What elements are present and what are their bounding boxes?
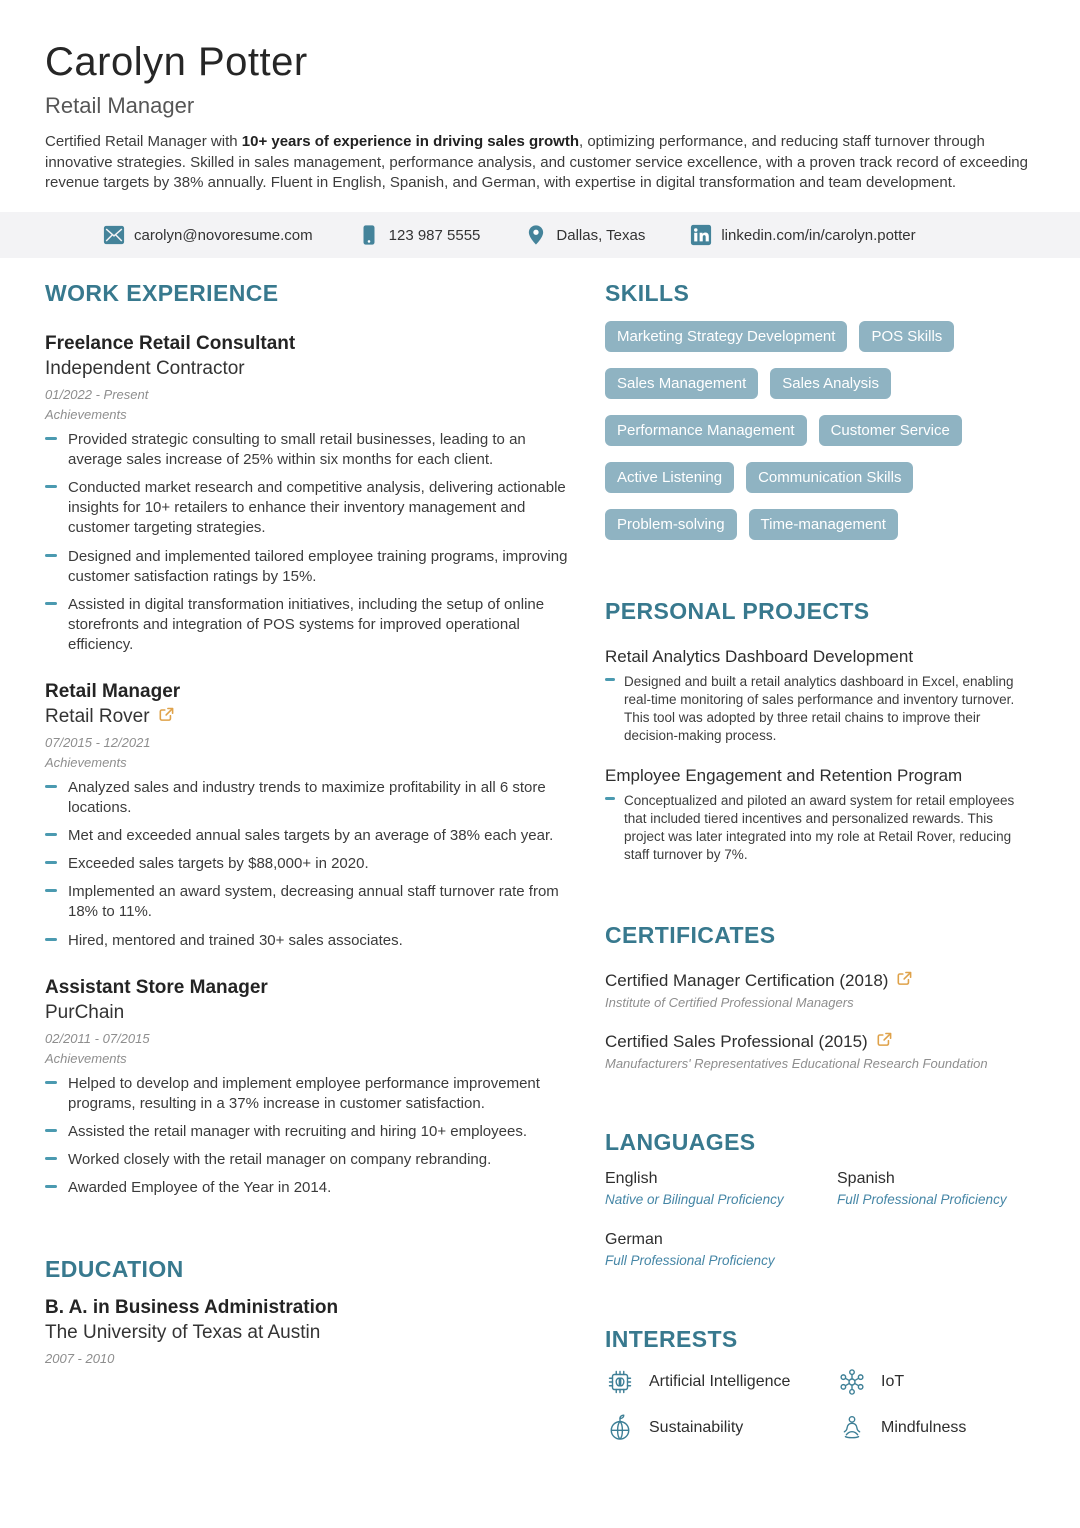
job-entry: [45, 977, 570, 1198]
skill-chip: Time-management: [749, 509, 898, 540]
language-level: Full Professional Proficiency: [837, 1191, 1007, 1207]
ai-chip-icon: [605, 1367, 635, 1397]
language-entry: [837, 1170, 1035, 1207]
education-heading: EDUCATION: [45, 1256, 184, 1283]
location-icon: [525, 224, 547, 246]
external-link-icon[interactable]: [159, 707, 174, 727]
job-dates: 07/2015 - 12/2021: [45, 735, 151, 750]
contact-phone-value: 123 987 5555: [388, 226, 481, 244]
languages-heading: LANGUAGES: [605, 1128, 756, 1155]
sustainability-globe-icon: [605, 1413, 635, 1443]
skill-chip: Sales Analysis: [770, 368, 891, 399]
work-experience-heading: WORK EXPERIENCE: [45, 280, 279, 307]
job-bullet: [45, 478, 570, 538]
dash-bullet-icon: [45, 485, 57, 488]
job-bullet: [45, 854, 570, 874]
achievements-label: Achievements: [45, 407, 127, 423]
job-dates: 02/2011 - 07/2015: [45, 1030, 150, 1046]
interest-label: Mindfulness: [881, 1418, 967, 1436]
job-company: Retail Rover: [45, 706, 150, 727]
dash-bullet-icon: [45, 889, 57, 892]
project-title: Retail Analytics Dashboard Development: [605, 647, 914, 667]
job-bullet-text: Hired, mentored and trained 30+ sales associates.: [68, 931, 403, 949]
job-bullet-text: Designed and implemented tailored employee training programs, improving customer satisfaction ratings by 15%.: [68, 547, 568, 585]
skill-chip: Communication Skills: [746, 462, 913, 493]
skills-chip-list: [605, 321, 1035, 540]
language-name: Spanish: [837, 1169, 895, 1187]
person-name: Carolyn Potter: [45, 40, 308, 84]
job-bullet-text: Analyzed sales and industry trends to maximize profitability in all 6 store locations.: [68, 779, 546, 817]
dash-bullet-icon: [45, 1185, 57, 1188]
certificate-entry: [605, 971, 1035, 1010]
job-bullet-text: Assisted in digital transformation initiatives, including the setup of online storefronts and integration of POS systems for improved operational efficiency.: [68, 595, 545, 653]
skill-chip: Customer Service: [819, 415, 962, 446]
achievements-label: Achievements: [45, 755, 127, 770]
dash-bullet-icon: [45, 861, 57, 864]
person-job-title: Retail Manager: [45, 93, 195, 118]
job-bullet: [45, 778, 570, 818]
interest-label: Sustainability: [649, 1418, 744, 1436]
mail-icon: [103, 224, 125, 246]
project-bullet: [605, 673, 1035, 744]
job-bullet-text: Worked closely with the retail manager on company rebranding.: [68, 1150, 492, 1168]
dash-bullet-icon: [605, 797, 615, 800]
contact-bar: [0, 212, 1080, 258]
education-dates: 2007 - 2010: [45, 1351, 115, 1367]
job-bullet: [45, 430, 570, 470]
job-bullet: [45, 882, 570, 922]
columns: [0, 280, 1080, 1443]
dash-bullet-icon: [45, 785, 57, 788]
dash-bullet-icon: [45, 602, 57, 605]
contact-email-value: carolyn@novoresume.com: [134, 226, 313, 244]
summary-paragraph: [45, 132, 1035, 194]
job-bullet-text: Implemented an award system, decreasing annual staff turnover rate from 18% to 11%.: [68, 883, 559, 921]
job-title: Freelance Retail Consultant: [45, 333, 296, 355]
job-dates: 01/2022 - Present: [45, 387, 149, 403]
interest-item: [605, 1413, 837, 1443]
interest-label: Artificial Intelligence: [649, 1372, 791, 1390]
job-company: Independent Contractor: [45, 358, 245, 380]
summary-post: , optimizing performance, and reducing staff turnover through innovative strategies. Skilled in sales management, performance analysis, and customer service excellence, with a proven track record of exceeding revenue targets by 38% annually. Fluent in English, Spanish, and German, with expertise in digital transformation and team development.: [45, 133, 1028, 192]
interest-item: [837, 1413, 1035, 1443]
contact-email[interactable]: [103, 224, 313, 246]
external-link-icon[interactable]: [897, 971, 912, 991]
interest-label: IoT: [881, 1372, 905, 1390]
job-entry: [45, 681, 570, 951]
skill-chip: Problem-solving: [605, 509, 737, 540]
certificate-entry: [605, 1032, 1035, 1071]
interests-grid: [605, 1367, 1035, 1443]
dash-bullet-icon: [45, 554, 57, 557]
left-column: [45, 280, 570, 1443]
contact-location-value: Dallas, Texas: [556, 226, 646, 244]
job-bullet-text: Conducted market research and competitive analysis, delivering actionable insights for 10+ retailers to enhance their inventory management and customer targeting strategies.: [68, 479, 566, 537]
job-title: Retail Manager: [45, 681, 181, 702]
languages-section: [605, 1129, 1035, 1268]
skill-chip: Performance Management: [605, 415, 807, 446]
summary-bold: 10+ years of experience in driving sales growth: [241, 133, 579, 150]
linkedin-icon: [690, 224, 712, 246]
contact-location: [525, 224, 645, 246]
project-bullet: [605, 792, 1035, 863]
project-title: Employee Engagement and Retention Program: [605, 766, 963, 786]
job-entry: [45, 333, 570, 655]
language-level: Native or Bilingual Proficiency: [605, 1191, 784, 1207]
skill-chip: Sales Management: [605, 368, 758, 399]
languages-grid: [605, 1170, 1035, 1268]
job-company: PurChain: [45, 1001, 125, 1023]
job-bullet-text: Helped to develop and implement employee performance improvement programs, resulting in a 37% increase in customer satisfaction.: [68, 1074, 540, 1112]
dash-bullet-icon: [45, 1081, 57, 1084]
interest-item: [605, 1367, 837, 1397]
project-entry: [605, 647, 1035, 744]
skill-chip: POS Skills: [859, 321, 954, 352]
job-bullet: [45, 931, 570, 951]
dash-bullet-icon: [45, 1157, 57, 1160]
dash-bullet-icon: [45, 938, 57, 941]
summary-pre: Certified Retail Manager with: [45, 133, 242, 150]
job-bullet: [45, 1150, 570, 1170]
personal-projects-section: [605, 598, 1035, 864]
contact-linkedin-value: linkedin.com/in/carolyn.potter: [721, 226, 916, 244]
education-section: [45, 1256, 570, 1366]
language-name: English: [605, 1169, 658, 1187]
dash-bullet-icon: [45, 1129, 57, 1132]
dash-bullet-icon: [45, 833, 57, 836]
certificate-org: Manufacturers' Representatives Educational Research Foundation: [605, 1055, 988, 1071]
skill-chip: Active Listening: [605, 462, 734, 493]
skill-chip: Marketing Strategy Development: [605, 321, 847, 352]
job-bullet-text: Awarded Employee of the Year in 2014.: [68, 1179, 332, 1197]
external-link-icon[interactable]: [877, 1032, 892, 1052]
phone-icon: [358, 224, 380, 246]
interests-heading: INTERESTS: [605, 1325, 738, 1352]
job-bullet-text: Assisted the retail manager with recruiting and hiring 10+ employees.: [68, 1122, 527, 1140]
job-bullet: [45, 826, 570, 846]
mindfulness-meditation-icon: [837, 1413, 867, 1443]
project-entry: [605, 766, 1035, 863]
certificates-section: [605, 922, 1035, 1071]
job-bullet: [45, 595, 570, 655]
education-school: The University of Texas at Austin: [45, 1322, 321, 1344]
job-bullet-text: Provided strategic consulting to small retail businesses, leading to an average sales increase of 25% within six months for each client.: [68, 431, 526, 469]
language-level: Full Professional Proficiency: [605, 1252, 775, 1268]
personal-projects-heading: PERSONAL PROJECTS: [605, 598, 870, 625]
language-entry: [605, 1170, 837, 1207]
interest-item: [837, 1367, 1035, 1397]
education-degree: B. A. in Business Administration: [45, 1297, 339, 1319]
skills-heading: SKILLS: [605, 280, 690, 307]
skills-section: [605, 280, 1035, 540]
certificate-org: Institute of Certified Professional Managers: [605, 994, 854, 1010]
job-bullet: [45, 1122, 570, 1142]
job-bullet-text: Met and exceeded annual sales targets by an average of 38% each year.: [68, 827, 554, 845]
achievements-label: Achievements: [45, 1050, 127, 1066]
certificate-title: Certified Sales Professional (2015): [605, 1031, 868, 1051]
iot-network-icon: [837, 1367, 867, 1397]
dash-bullet-icon: [45, 437, 57, 440]
resume-header: [0, 0, 1080, 194]
right-column: [605, 280, 1035, 1443]
interests-section: [605, 1326, 1035, 1443]
certificates-heading: CERTIFICATES: [605, 921, 776, 948]
job-bullet: [45, 1074, 570, 1114]
job-bullet: [45, 547, 570, 587]
contact-linkedin[interactable]: [690, 224, 915, 246]
project-bullet-text: Designed and built a retail analytics dashboard in Excel, enabling real-time monitoring of sales performance and inventory turnover. This tool was adopted by three retail chains to improve their decision-making process.: [624, 674, 1015, 743]
dash-bullet-icon: [605, 678, 615, 681]
project-bullet-text: Conceptualized and piloted an award system for retail employees that included tiered incentives and personalized rewards. This project was later integrated into my role at Retail Rover, reducing staff turnover by 7%.: [624, 793, 1015, 862]
job-bullet-text: Exceeded sales targets by $88,000+ in 2020.: [68, 855, 369, 873]
job-title: Assistant Store Manager: [45, 976, 268, 998]
certificate-title: Certified Manager Certification (2018): [605, 970, 889, 990]
language-entry: [605, 1231, 837, 1268]
job-bullet: [45, 1178, 570, 1198]
language-name: German: [605, 1230, 663, 1248]
contact-phone: [358, 224, 481, 246]
